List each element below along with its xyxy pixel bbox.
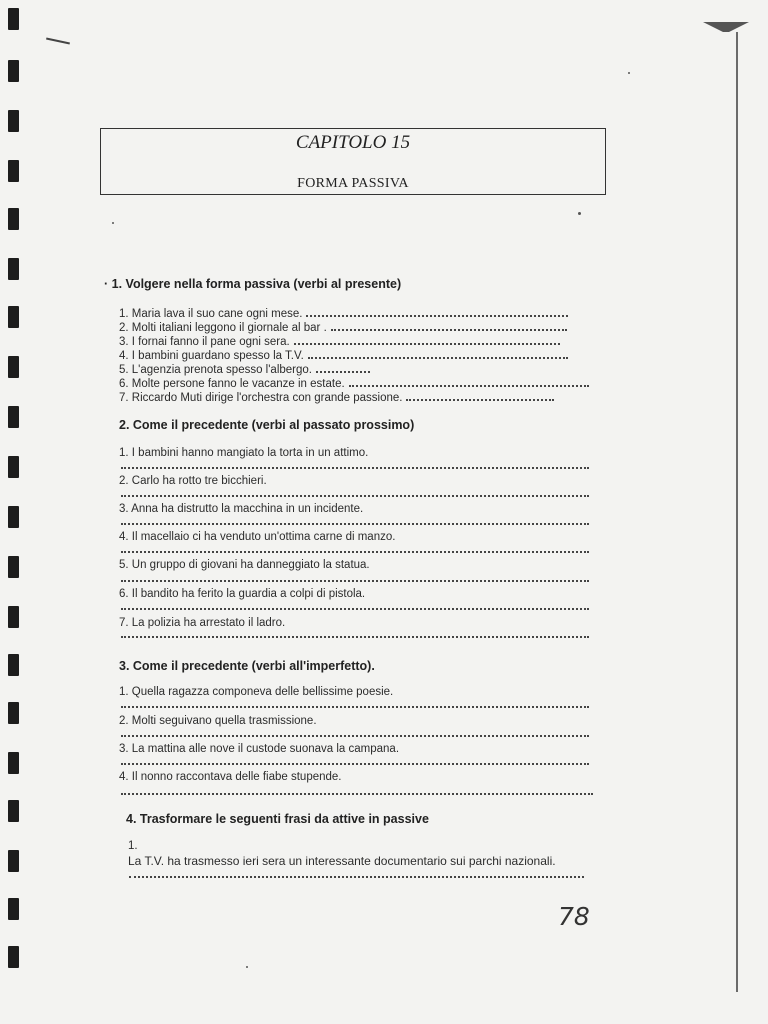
exercise-2-item: 5. Un gruppo di giovani ha danneggiato la statua. xyxy=(119,559,370,571)
exercise-1-item: 5. L'agenzia prenota spesso l'albergo. xyxy=(119,362,370,376)
exercise-2-heading: 2. Come il precedente (verbi al passato prossimo) xyxy=(119,418,415,432)
speck xyxy=(578,212,581,215)
exercise-4-heading: 4. Trasformare le seguenti frasi da attive in passive xyxy=(126,812,429,826)
answer-line xyxy=(121,608,589,610)
chapter-title: CAPITOLO 15 xyxy=(295,132,411,153)
answer-line xyxy=(121,495,589,497)
answer-line xyxy=(121,523,589,525)
exercise-2-item: 2. Carlo ha rotto tre bicchieri. xyxy=(119,475,267,487)
answer-line xyxy=(121,636,589,638)
answer-line xyxy=(121,551,589,553)
pen-mark xyxy=(46,38,70,45)
chapter-subtitle: FORMA PASSIVA xyxy=(297,176,409,191)
answer-line xyxy=(121,706,589,708)
exercise-3-item: 1. Quella ragazza componeva delle bellissime poesie. xyxy=(119,686,394,698)
answer-line xyxy=(121,580,589,582)
exercise-2-item: 7. La polizia ha arrestato il ladro. xyxy=(119,617,286,629)
answer-line xyxy=(121,763,589,765)
chapter-header xyxy=(100,128,606,195)
exercise-1-item: 1. Maria lava il suo cane ogni mese. xyxy=(119,306,568,320)
exercise-1-item: 3. I fornai fanno il pane ogni sera. xyxy=(119,334,560,348)
exercise-2-item: 1. I bambini hanno mangiato la torta in un attimo. xyxy=(119,447,369,459)
ring-binding xyxy=(6,0,26,1024)
exercise-1-item: 2. Molti italiani leggono il giornale al bar . xyxy=(119,320,567,334)
answer-line xyxy=(121,467,589,469)
answer-line xyxy=(121,793,593,795)
handwritten-page-number: 78 xyxy=(558,902,590,931)
exercise-1-item: 7. Riccardo Muti dirige l'orchestra con grande passione. xyxy=(119,390,554,404)
exercise-3-item: 4. Il nonno raccontava delle fiabe stupende. xyxy=(119,771,342,783)
page-edge-line xyxy=(736,32,738,992)
exercise-3-item: 2. Molti seguivano quella trasmissione. xyxy=(119,715,317,727)
answer-line xyxy=(121,735,589,737)
page-edge-cap xyxy=(703,20,749,34)
speck xyxy=(112,222,114,224)
exercise-4-sentence: La T.V. ha trasmesso ieri sera un interessante documentario sui parchi nazionali. xyxy=(128,854,556,868)
answer-line xyxy=(129,876,584,878)
exercise-2-item: 3. Anna ha distrutto la macchina in un incidente. xyxy=(119,503,364,515)
exercise-1-item: 6. Molte persone fanno le vacanze in estate. xyxy=(119,376,589,390)
exercise-2-item: 6. Il bandito ha ferito la guardia a colpi di pistola. xyxy=(119,588,366,600)
exercise-1-heading: · 1. Volgere nella forma passiva (verbi al presente) xyxy=(104,277,402,291)
exercise-3-item: 3. La mattina alle nove il custode suonava la campana. xyxy=(119,743,400,755)
exercise-2-item: 4. Il macellaio ci ha venduto un'ottima carne di manzo. xyxy=(119,531,396,543)
speck xyxy=(246,966,248,968)
exercise-3-heading: 3. Come il precedente (verbi all'imperfetto). xyxy=(119,659,375,673)
exercise-1-item: 4. I bambini guardano spesso la T.V. xyxy=(119,348,568,362)
speck xyxy=(628,72,630,74)
exercise-4-number: 1. xyxy=(128,840,138,852)
